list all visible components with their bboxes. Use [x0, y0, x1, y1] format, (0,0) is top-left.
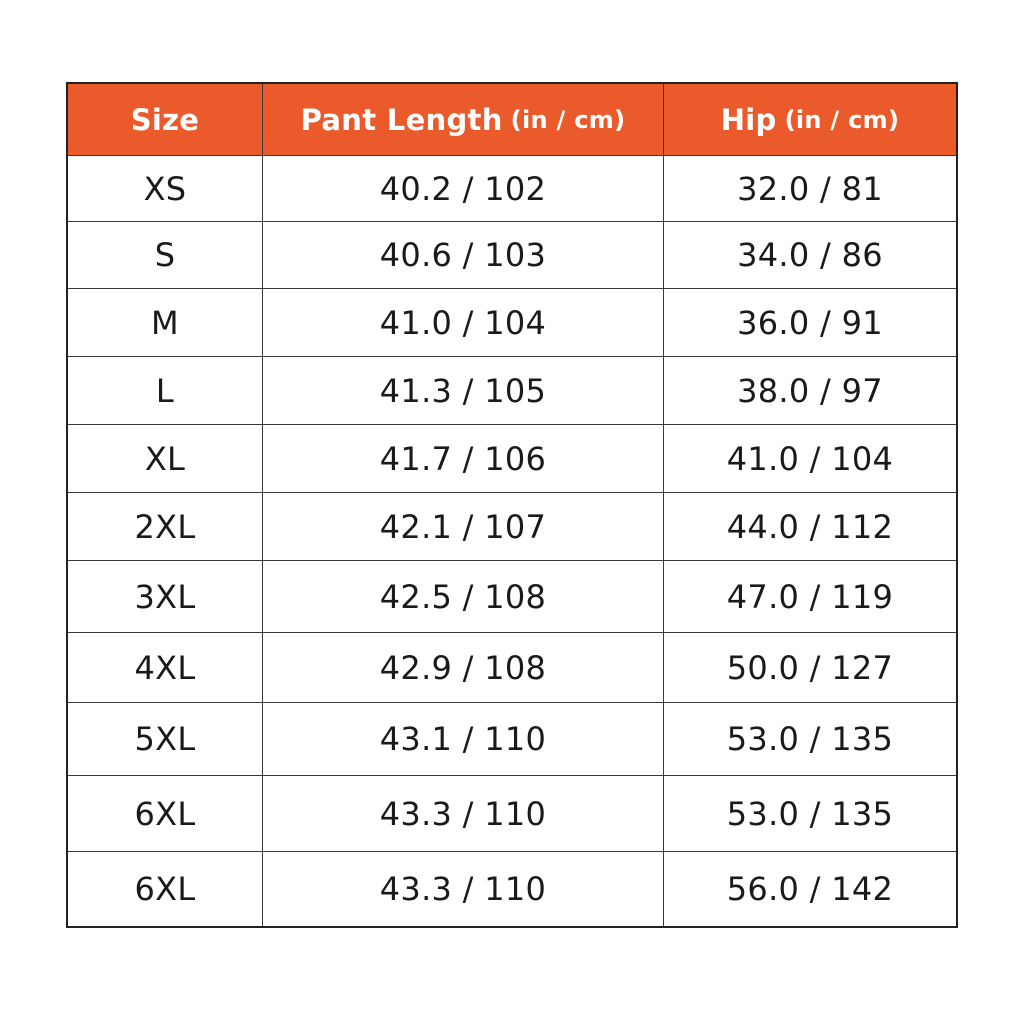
header-hip-label: Hip	[720, 102, 777, 137]
cell-size: M	[68, 289, 263, 356]
cell-pant-length: 43.3 / 110	[263, 776, 664, 851]
header-hip-unit: (in / cm)	[784, 105, 900, 134]
header-pant-length	[263, 84, 664, 155]
cell-hip: 44.0 / 112	[726, 507, 894, 546]
cell-hip: 32.0 / 81	[737, 169, 883, 208]
cell-size: 6XL	[68, 776, 263, 851]
header-size	[68, 84, 263, 155]
table-row	[68, 852, 956, 926]
cell-size: 5XL	[68, 703, 263, 775]
cell-pant-length: 43.3 / 110	[263, 852, 664, 926]
table-row	[68, 289, 956, 357]
cell-pant-length: 40.2 / 102	[263, 156, 664, 221]
table-row	[68, 156, 956, 222]
header-pant-length-unit: (in / cm)	[510, 105, 626, 134]
cell-size: 2XL	[68, 493, 263, 560]
cell-size: L	[68, 357, 263, 424]
cell-pant-length: 42.9 / 108	[263, 633, 664, 702]
cell-hip: 56.0 / 142	[726, 870, 894, 908]
cell-hip: 53.0 / 135	[726, 720, 894, 758]
table-row	[68, 493, 956, 561]
table-row	[68, 425, 956, 493]
cell-hip: 53.0 / 135	[726, 794, 894, 833]
cell-hip: 34.0 / 86	[737, 236, 883, 274]
cell-pant-length: 41.0 / 104	[263, 289, 664, 356]
cell-hip: 36.0 / 91	[737, 303, 883, 342]
cell-hip: 41.0 / 104	[726, 439, 894, 478]
cell-size: S	[68, 222, 263, 288]
cell-pant-length: 43.1 / 110	[263, 703, 664, 775]
table-row	[68, 703, 956, 776]
size-chart-table	[66, 82, 958, 928]
table-row	[68, 561, 956, 633]
cell-pant-length: 41.3 / 105	[263, 357, 664, 424]
table-row	[68, 222, 956, 289]
table-row	[68, 776, 956, 852]
cell-hip: 38.0 / 97	[737, 371, 883, 410]
header-size-label: Size	[130, 102, 200, 137]
table-row	[68, 633, 956, 703]
cell-pant-length: 40.6 / 103	[263, 222, 664, 288]
cell-pant-length: 42.5 / 108	[263, 561, 664, 632]
cell-size: XL	[68, 425, 263, 492]
table-row	[68, 357, 956, 425]
cell-size: 6XL	[68, 852, 263, 926]
cell-size: 4XL	[68, 633, 263, 702]
cell-size: XS	[68, 156, 263, 221]
cell-hip: 47.0 / 119	[726, 577, 894, 616]
cell-pant-length: 41.7 / 106	[263, 425, 664, 492]
table-header-row	[68, 84, 956, 156]
header-pant-length-label: Pant Length	[300, 102, 503, 137]
cell-pant-length: 42.1 / 107	[263, 493, 664, 560]
cell-size: 3XL	[68, 561, 263, 632]
header-hip	[664, 84, 956, 155]
cell-hip: 50.0 / 127	[726, 648, 894, 687]
